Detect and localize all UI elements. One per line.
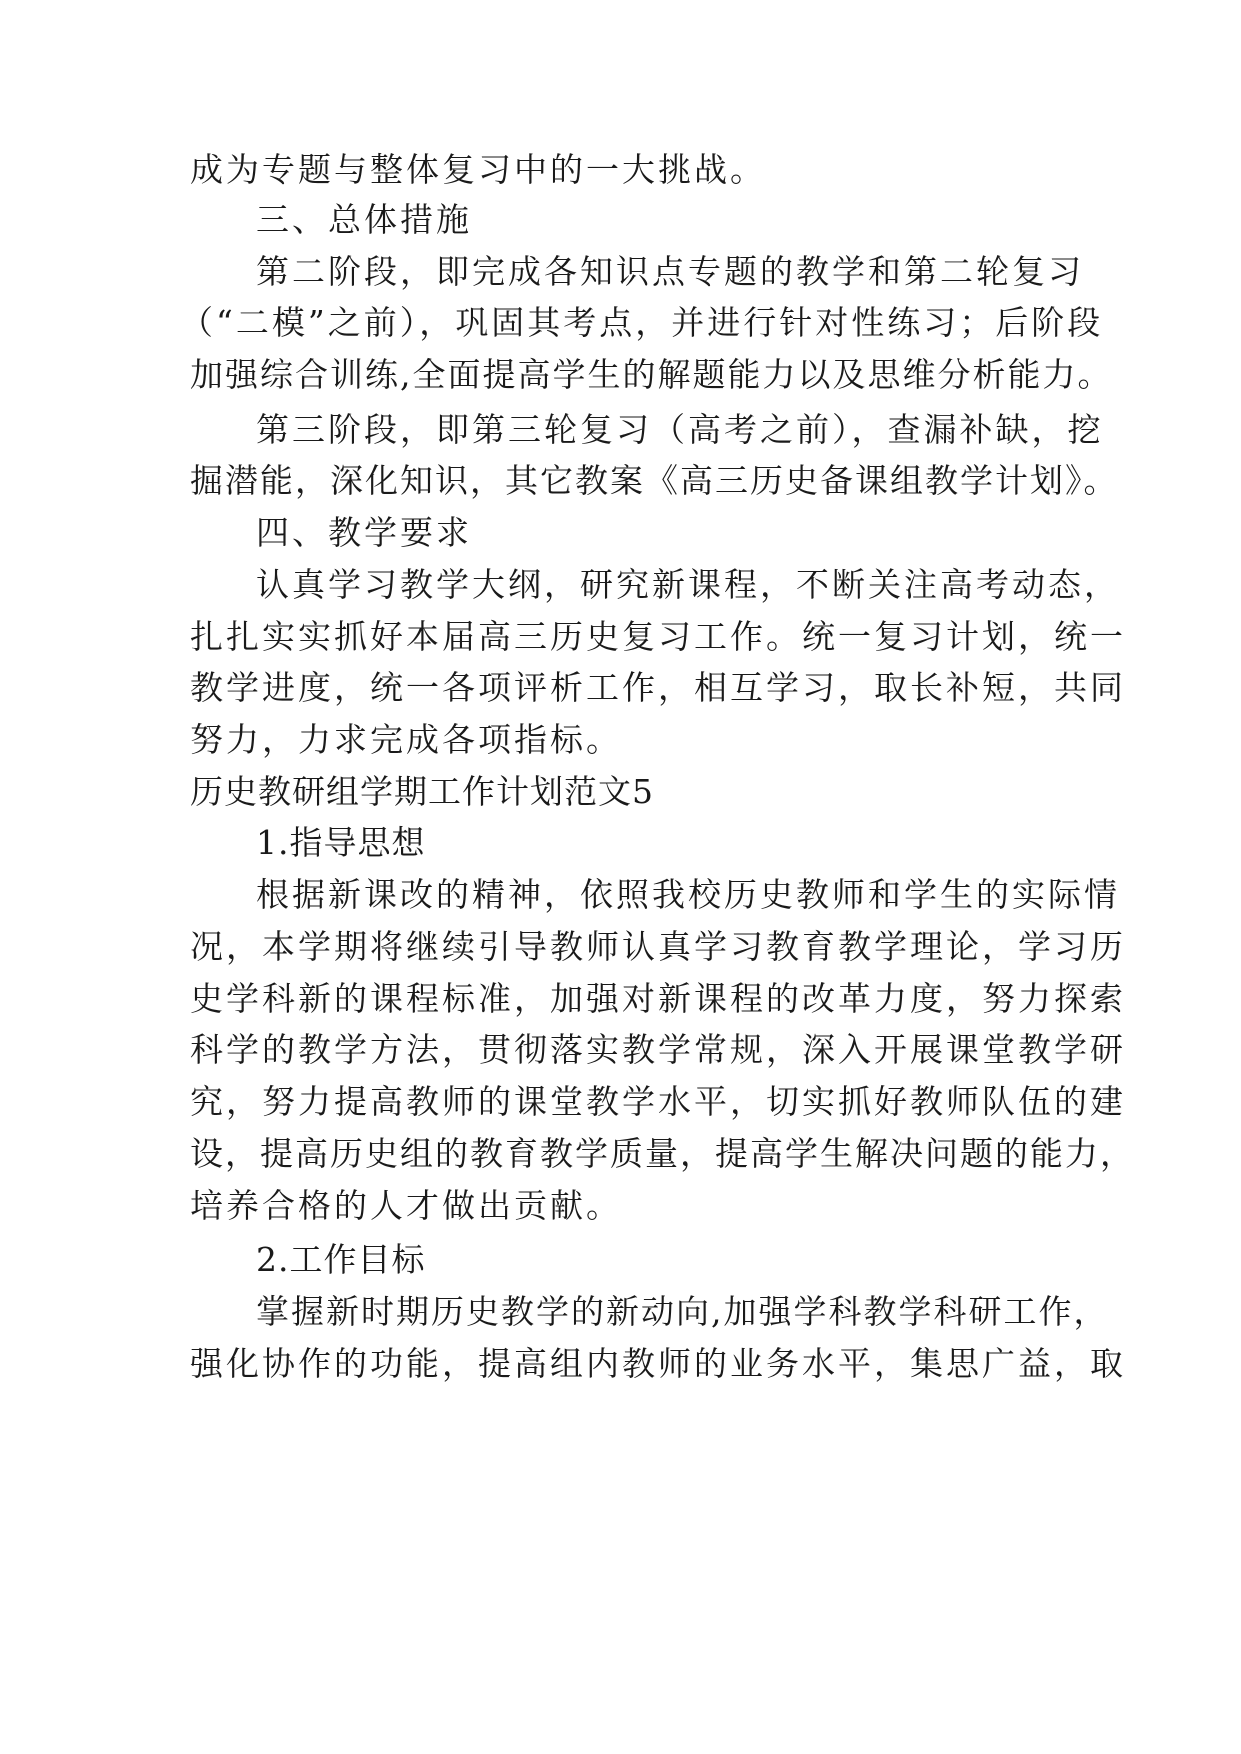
paragraph-line: 掘潜能，深化知识，其它教案《高三历史备课组教学计划》。: [190, 461, 1119, 500]
paragraph-line: 根据新课改的精神，依照我校历史教师和学生的实际情: [256, 875, 1120, 914]
paragraph-line: 第二阶段，即完成各知识点专题的教学和第二轮复习: [256, 252, 1084, 291]
paragraph-line: 科学的教学方法，贯彻落实教学常规，深入开展课堂教学研: [190, 1030, 1126, 1069]
paragraph-line: 成为专题与整体复习中的一大挑战。: [190, 150, 766, 189]
section-heading: 1.指导思想: [256, 823, 426, 862]
article-title: 历史教研组学期工作计划范文5: [190, 772, 654, 811]
paragraph-line: 史学科新的课程标准，加强对新课程的改革力度，努力探索: [190, 979, 1126, 1018]
section-heading: 四、教学要求: [256, 513, 472, 552]
section-heading: 2.工作目标: [256, 1240, 426, 1279]
paragraph-line: 强化协作的功能，提高组内教师的业务水平，集思广益，取: [190, 1344, 1126, 1383]
paragraph-line: 设，提高历史组的教育教学质量，提高学生解决问题的能力，: [190, 1134, 1135, 1173]
paragraph-line: 认真学习教学大纲，研究新课程，不断关注高考动态，: [256, 565, 1120, 604]
paragraph-line: 究，努力提高教师的课堂教学水平，切实抓好教师队伍的建: [190, 1082, 1126, 1121]
paragraph-line: （“二模”之前），巩固其考点，并进行针对性练习；后阶段: [180, 303, 1104, 342]
paragraph-line: 第三阶段，即第三轮复习（高考之前），查漏补缺，挖: [256, 410, 1104, 449]
paragraph-line: 扎扎实实抓好本届高三历史复习工作。统一复习计划，统一: [190, 617, 1126, 656]
paragraph-line: 况，本学期将继续引导教师认真学习教育教学理论，学习历: [190, 927, 1126, 966]
paragraph-line: 努力，力求完成各项指标。: [190, 720, 622, 759]
paragraph-line: 掌握新时期历史教学的新动向,加强学科教学科研工作，: [256, 1292, 1109, 1331]
section-heading: 三、总体措施: [256, 200, 472, 239]
paragraph-line: 加强综合训练,全面提高学生的解题能力以及思维分析能力。: [190, 355, 1113, 394]
paragraph-line: 教学进度，统一各项评析工作，相互学习，取长补短，共同: [190, 668, 1126, 707]
paragraph-line: 培养合格的人才做出贡献。: [190, 1186, 622, 1225]
